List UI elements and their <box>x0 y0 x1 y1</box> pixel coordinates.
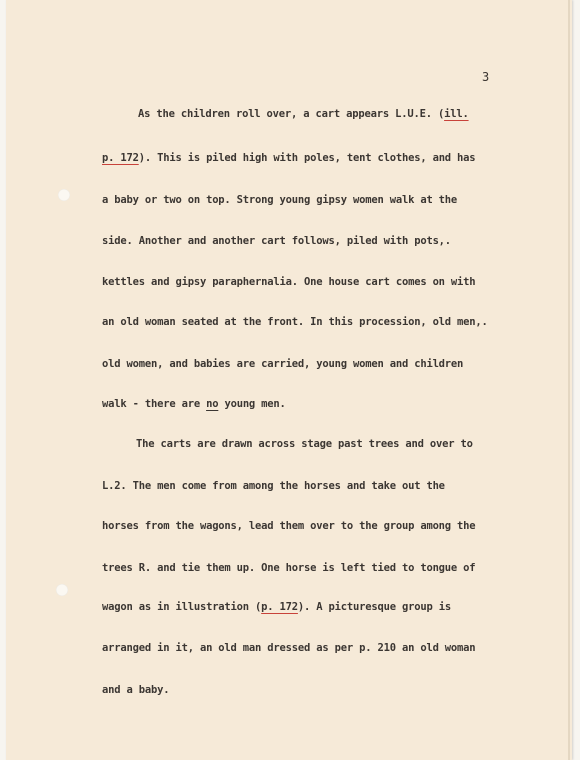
text-line: L.2. The men come from among the horses and take out the <box>102 480 445 492</box>
text-line: and a baby. <box>102 684 170 696</box>
text-line: horses from the wagons, lead them over to the group among the <box>102 520 476 532</box>
text-line: a baby or two on top. Strong young gipsy women walk at the <box>102 194 458 206</box>
text-fragment: wagon as in illustration ( <box>102 601 262 613</box>
punch-hole-top <box>58 189 70 201</box>
text-fragment: As the children roll over, a cart appears L.U.E. ( <box>138 108 445 120</box>
text-line <box>102 601 451 613</box>
text-fragment: ). This is piled high with poles, tent clothes, and has <box>138 152 476 164</box>
page-number: 3 <box>482 70 490 84</box>
text-fragment: walk - there are <box>102 398 207 410</box>
reference-underlined: ill. <box>444 108 469 120</box>
text-line: kettles and gipsy paraphernalia. One house cart comes on with <box>102 276 476 288</box>
text-line <box>138 108 469 120</box>
text-line: old women, and babies are carried, young women and children <box>102 358 464 370</box>
text-line: The carts are drawn across stage past trees and over to <box>136 438 473 450</box>
emphasis-underlined: no <box>206 398 219 410</box>
text-line: an old woman seated at the front. In this procession, old men,. <box>102 316 488 328</box>
text-line <box>102 398 286 410</box>
text-line: trees R. and tie them up. One horse is left tied to tongue of <box>102 562 476 574</box>
text-line <box>102 152 475 164</box>
page-edge <box>568 0 570 760</box>
reference-underlined: p. 172 <box>261 601 298 613</box>
text-fragment: young men. <box>218 398 286 410</box>
text-line: side. Another and another cart follows, piled with pots,. <box>102 235 451 247</box>
reference-underlined: p. 172 <box>102 152 139 164</box>
text-fragment: ). A picturesque group is <box>297 601 451 613</box>
punch-hole-bottom <box>56 584 68 596</box>
text-line: arranged in it, an old man dressed as per p. 210 an old woman <box>102 642 476 654</box>
